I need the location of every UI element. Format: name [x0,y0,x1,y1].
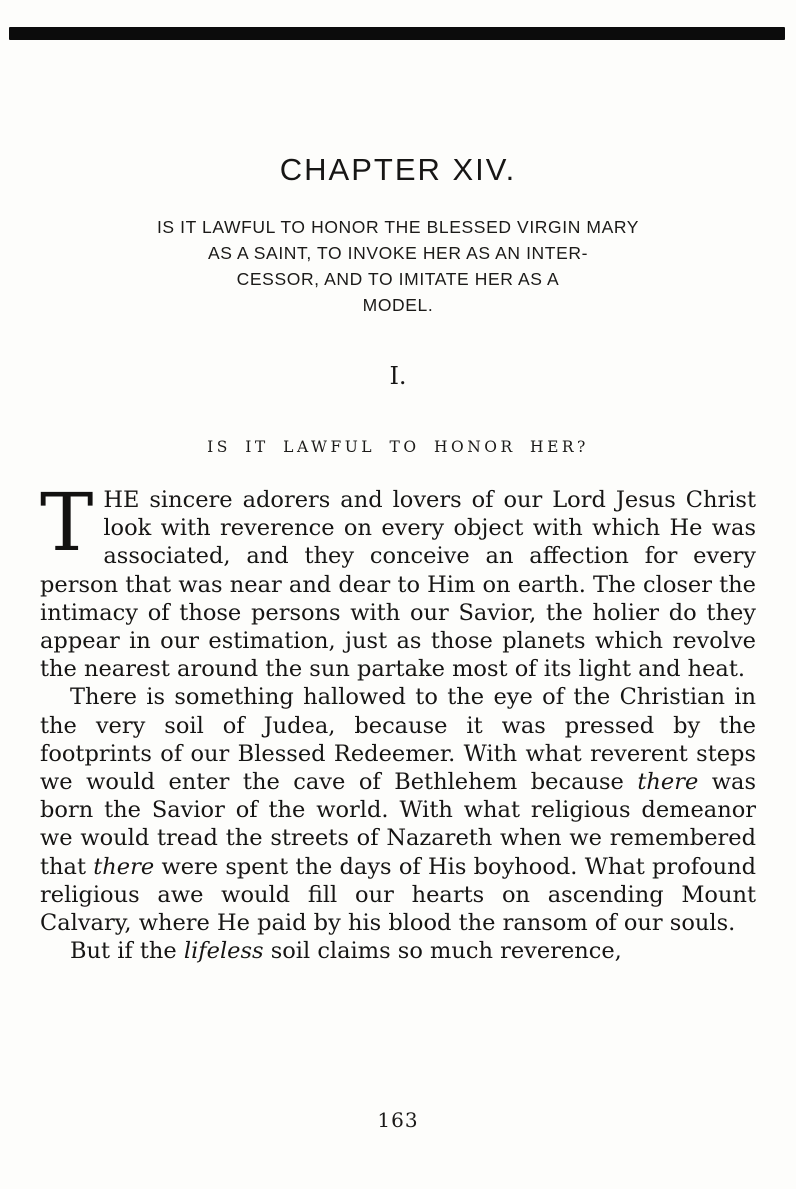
scan-artifact-bar [9,27,785,40]
paragraph-2 [40,683,756,937]
chapter-title: CHAPTER XIV. [279,152,517,187]
body-text [40,476,756,965]
subtitle-line-1: IS IT LAWFUL TO HONOR THE BLESSED VIRGIN MARY [156,217,640,237]
paragraph-1-text: HE sincere adorers and lovers of our Lord Jesus Christ look with reverence on every object with which He was associated, and they conceive an affection for every person that was near and dear to Him on earth. The closer the intimacy of those persons with our Savior, the holier do they appear in our estimation, just as those planets which revolve the nearest around the sun partake most of its light and heat. [40,487,756,683]
subtitle-line-3: CESSOR, AND TO IMITATE HER AS A [236,269,560,289]
italic-word-lifeless: lifeless [183,938,264,965]
italic-word-there-2: there [93,853,155,880]
page-number: 163 [377,1108,419,1132]
paragraph-2-text-b: was born the Savior of the world. With what religious demeanor we would tread the streets of Nazareth when we remembered that [40,769,756,880]
paragraph-3-text-a: But if the [70,938,184,965]
drop-cap: T [40,476,94,569]
paragraph-3-text-b: soil claims so much reverence, [263,938,622,965]
subtitle-line-2: AS A SAINT, TO INVOKE HER AS AN INTER- [207,243,589,263]
paragraph-2-text-c: were spent the days of His boyhood. What profound religious awe would fill our hearts on ascending Mount Calvary, where He paid by his blood the ransom of our souls. [40,853,756,937]
italic-word-there-1: there [637,769,699,796]
subtitle-line-4: MODEL. [362,295,434,315]
paragraph-2-text-a: There is something hallowed to the eye of the Christian in the very soil of Judea, because it was pressed by the footprints of our Blessed Redeemer. With what reverent steps we would enter the cave of Bethlehem because [40,684,756,796]
section-numeral: I. [389,362,407,390]
section-heading: IS IT LAWFUL TO HONOR HER? [207,438,589,456]
paragraph-3 [40,937,756,965]
chapter-subtitle [0,214,796,318]
paragraph-1 [40,476,756,683]
